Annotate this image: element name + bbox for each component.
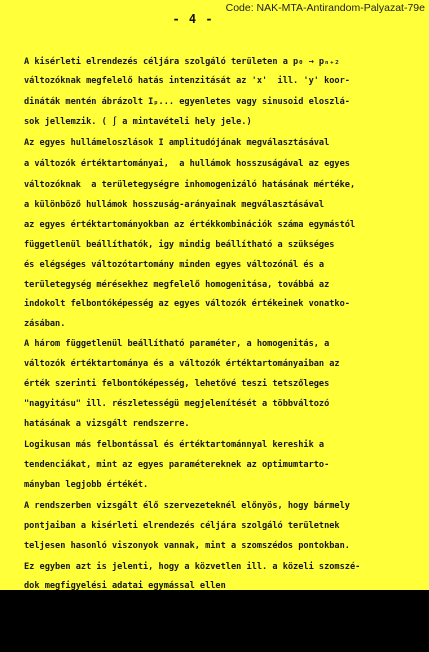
text-line: mányban legjobb értékét.	[24, 480, 149, 490]
text-line: változóknak a területegységre inhomogenizáló hatásának mértéke,	[24, 180, 356, 190]
text-line: érték szerinti felbontóképesség, lehetővé teszi tetszőleges	[24, 379, 330, 389]
text-line: A három függetlenül beállítható paraméter, a homogenitás, a	[24, 339, 330, 349]
text-line: zásában.	[24, 319, 66, 329]
text-line: változóknak megfelelő hatás intenzitását az 'x' ill. 'y' koor-	[24, 76, 350, 86]
text-line: A rendszerben vizsgált élő szervezeteknél előnyös, hogy bármely	[24, 501, 350, 511]
document-code: Code: NAK-MTA-Antirandom-Palyazat-79e	[225, 2, 425, 14]
text-line: a változók értéktartományai, a hullámok hosszuságával az egyes	[24, 159, 350, 169]
text-line: dok megfigyelési adatai egymással ellen	[24, 581, 226, 590]
page-number: - 4 -	[172, 12, 214, 26]
text-line: hatásának a vizsgált rendszerre.	[24, 419, 190, 429]
text-line: változók értéktartománya és a változók értéktartományaiban az	[24, 359, 340, 369]
text-line: pontjaiban a kisérleti elrendezés céljára szolgáló területnek	[24, 521, 340, 531]
text-line: a különböző hullámok hosszuság-arányainak megválasztásával	[24, 200, 325, 210]
text-line: az egyes értéktartományokban az értékkombinációk száma egymástól	[24, 220, 356, 230]
text-line: és elégséges változótartomány minden egyes változónál és a	[24, 260, 325, 270]
text-line: Logikusan más felbontással és értéktartománnyal kereshik a	[24, 440, 325, 450]
black-bottom-area	[0, 590, 429, 652]
text-line: sok jellemzik. ( ∫ a mintavételi hely jele.)	[24, 117, 252, 127]
text-line: területegység mérésekhez megfelelő homogenitása, továbbá az	[24, 280, 330, 290]
text-line: indokolt felbontóképesség az egyes változók értékeinek vonatko-	[24, 299, 350, 309]
text-line: Az egyes hullámeloszlások I amplitudójának megválasztásával	[24, 138, 330, 148]
text-line: tendenciákat, mint az egyes paramétereknek az optimumtarto-	[24, 460, 330, 470]
text-line: dináták mentén ábrázolt Iₚ... egyenletes vagy sinusoid eloszlá-	[24, 97, 350, 107]
text-line: teljesen hasonló viszonyok vannak, mint a szomszédos pontokban.	[24, 541, 350, 551]
text-line: A kisérleti elrendezés céljára szolgáló területen a p₀ → pₙ₊₂	[24, 57, 340, 67]
text-line: függetlenül beállíthatók, igy mindig beállítható a szükséges	[24, 240, 335, 250]
text-line: "nagyitásu" ill. részletességü megjelenítését a többváltozó	[24, 399, 330, 409]
text-line: Ez egyben azt is jelenti, hogy a közvetlen ill. a közeli szomszé-	[24, 562, 361, 572]
